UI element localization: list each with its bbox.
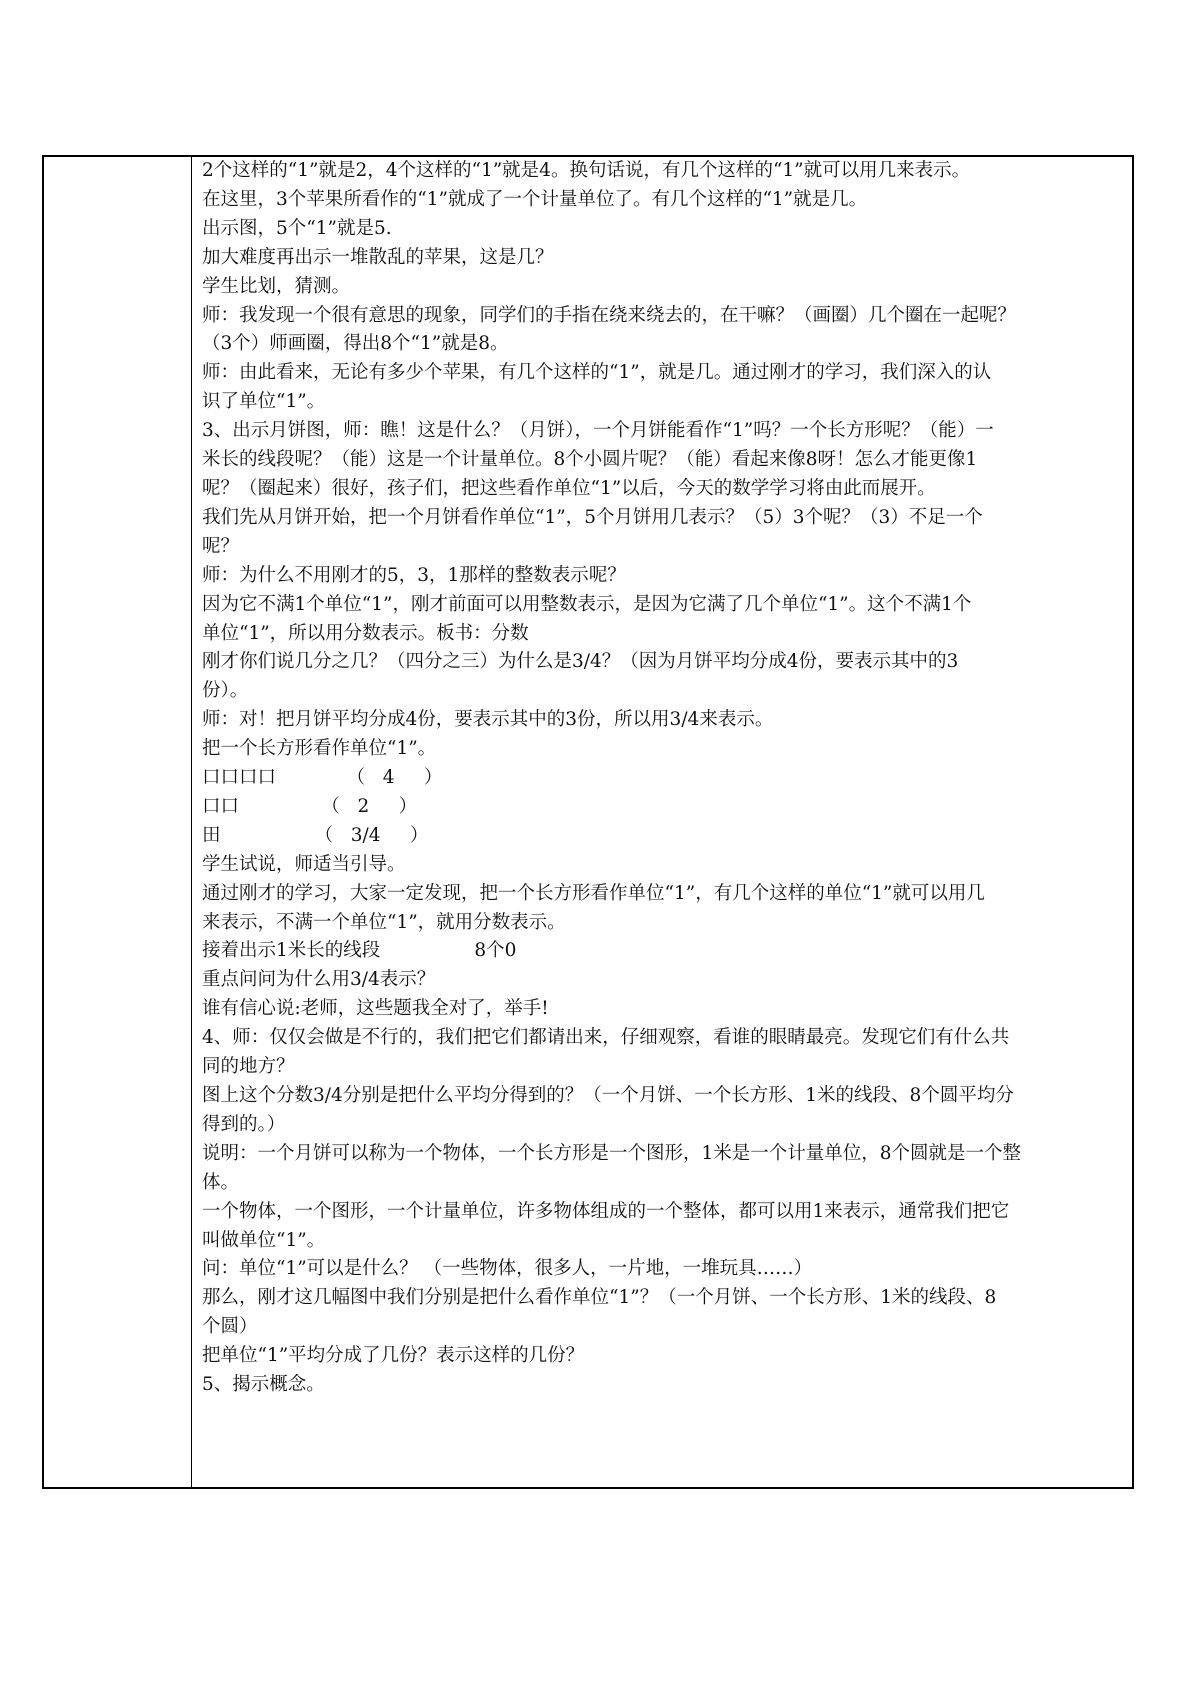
text-line: （3个）师画圈，得出8个“1”就是8。 bbox=[202, 333, 509, 355]
text-line: 份）。 bbox=[202, 680, 249, 702]
text-line: 口口 （ 2 ） bbox=[202, 795, 418, 817]
text-line: 问：单位“1”可以是什么？ （一些物体，很多人，一片地，一堆玩具……） bbox=[202, 1258, 813, 1280]
text-line: 一个物体，一个图形，一个计量单位，许多物体组成的一个整体，都可以用1来表示，通常我们把它 bbox=[202, 1200, 1010, 1222]
text-line: 体。 bbox=[202, 1171, 240, 1193]
text-line: 那么，刚才这几幅图中我们分别是把什么看作单位“1”？（一个月饼、一个长方形、1米的线段、8 bbox=[202, 1287, 997, 1309]
text-line: 图上这个分数3/4分别是把什么平均分得到的？（一个月饼、一个长方形、1米的线段、8个圆平均分 bbox=[202, 1085, 1014, 1106]
text-line: 口口口口 （ 4 ） bbox=[202, 767, 443, 789]
table-content-cell bbox=[192, 157, 1132, 1487]
text-line: 学生试说，师适当引导。 bbox=[202, 853, 406, 875]
text-line: 单位“1”，所以用分数表示。板书：分数 bbox=[202, 622, 529, 644]
table-left-cell bbox=[44, 157, 192, 1487]
text-line: 得到的。） bbox=[202, 1113, 286, 1135]
text-line: 个圆） bbox=[202, 1316, 258, 1338]
text-line: 师：我发现一个很有意思的现象，同学们的手指在绕来绕去的，在干嘛？（画圈）几个圈在一起呢？ bbox=[202, 304, 1017, 326]
text-line: 呢？ bbox=[202, 535, 240, 557]
text-line: 师：由此看来，无论有多少个苹果，有几个这样的“1”，就是几。通过刚才的学习，我们深入的认 bbox=[202, 362, 992, 384]
text-line: 师：为什么不用刚才的5，3，1那样的整数表示呢？ bbox=[202, 564, 626, 586]
text-line: 把单位“1”平均分成了几份？表示这样的几份？ bbox=[202, 1345, 585, 1367]
text-line: 叫做单位“1”。 bbox=[202, 1229, 326, 1251]
text-line: 2个这样的“1”就是2，4个这样的“1”就是4。换句话说，有几个这样的“1”就可以用几来表示。 bbox=[202, 160, 971, 181]
text-line: 加大难度再出示一堆散乱的苹果，这是几？ bbox=[202, 246, 554, 268]
text-line: 呢？（圈起来）很好，孩子们，把这些看作单位“1”以后，今天的数学学习将由此而展开。 bbox=[202, 477, 936, 499]
text-line: 识了单位“1”。 bbox=[202, 391, 326, 413]
text-line: 出示图，5个“1”就是5. bbox=[202, 217, 392, 239]
text-line: 说明：一个月饼可以称为一个物体，一个长方形是一个图形，1米是一个计量单位，8个圆就是一个整 bbox=[202, 1142, 1022, 1164]
text-line: 田 （ 3/4 ） bbox=[202, 824, 429, 846]
text-line: 4、师：仅仅会做是不行的，我们把它们都请出来，仔细观察，看谁的眼睛最亮。发现它们有什么共 bbox=[202, 1027, 1010, 1049]
text-line: 米长的线段呢？（能）这是一个计量单位。8个小圆片呢？（能）看起来像8呀！怎么才能更像1 bbox=[202, 449, 978, 471]
text-line: 3、出示月饼图，师：瞧！这是什么？（月饼），一个月饼能看作“1”吗？一个长方形呢？（能）一 bbox=[202, 420, 994, 442]
lesson-table bbox=[42, 155, 1134, 1489]
text-line: 学生比划，猜测。 bbox=[202, 275, 351, 297]
text-line: 重点问问为什么用3/4表示？ bbox=[202, 969, 436, 991]
text-line: 在这里，3个苹果所看作的“1”就成了一个计量单位了。有几个这样的“1”就是几。 bbox=[202, 188, 868, 210]
text-line: 来表示，不满一个单位“1”，就用分数表示。 bbox=[202, 911, 566, 933]
text-line: 我们先从月饼开始，把一个月饼看作单位“1”，5个月饼用几表示？（5）3个呢？（3）不足一个 bbox=[202, 506, 983, 528]
text-line: 同的地方？ bbox=[202, 1056, 295, 1078]
text-line: 师：对！把月饼平均分成4份，要表示其中的3份，所以用3/4来表示。 bbox=[202, 709, 774, 731]
text-line: 因为它不满1个单位“1”，刚才前面可以用整数表示，是因为它满了几个单位“1”。这个不满1个 bbox=[202, 593, 972, 615]
text-line: 刚才你们说几分之几？（四分之三）为什么是3/4？（因为月饼平均分成4份，要表示其中的3 bbox=[202, 651, 959, 673]
text-line: 把一个长方形看作单位“1”。 bbox=[202, 738, 437, 760]
text-line: 通过刚才的学习，大家一定发现，把一个长方形看作单位“1”，有几个这样的单位“1”就可以用几 bbox=[202, 882, 985, 904]
text-line: 接着出示1米长的线段 8个0 bbox=[202, 940, 517, 962]
text-line: 5、揭示概念。 bbox=[202, 1374, 325, 1396]
text-line: 谁有信心说:老师，这些题我全对了，举手! bbox=[202, 998, 549, 1020]
